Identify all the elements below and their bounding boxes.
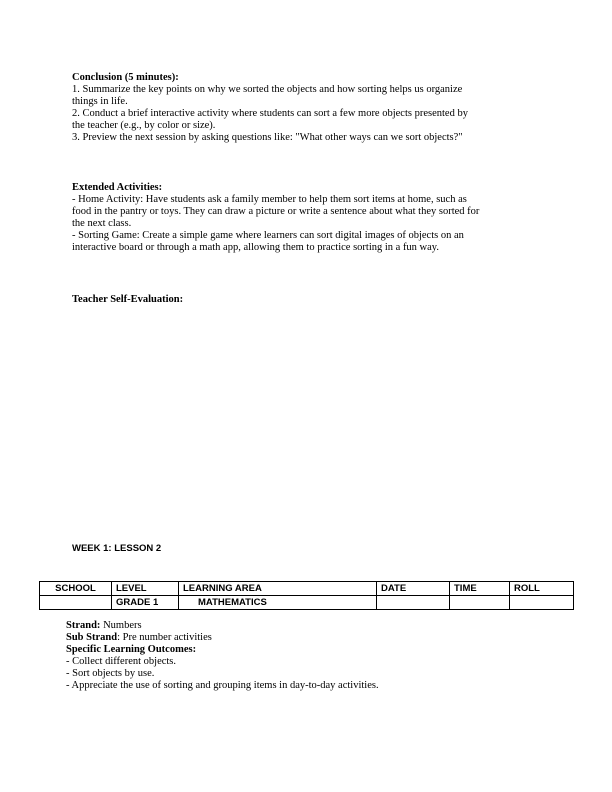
conclusion-line: 3. Preview the next session by asking questions like: "What other ways can we sort objects?" [72,132,463,143]
lesson-details [66,620,546,692]
table-header-cell: DATE [377,582,450,596]
week-lesson-label: WEEK 1: LESSON 2 [72,543,162,554]
strand-label: Strand: [66,620,101,631]
strand-value: Numbers [100,620,142,631]
extended-activities-heading: Extended Activities: [72,182,163,193]
conclusion-line: the teacher (e.g., by color or size). [72,120,216,131]
self-evaluation-section [72,294,540,306]
table-header-cell: SCHOOL [40,582,112,596]
sub-strand-label: Sub Strand [66,632,118,643]
table-header-cell: ROLL [510,582,574,596]
conclusion-line: 2. Conduct a brief interactive activity where students can sort a few more objects presented by [72,108,468,119]
extended-line: the next class. [72,218,132,229]
table-header-cell: TIME [450,582,510,596]
extended-activities-section [72,182,540,254]
extended-line: interactive board or through a math app, allowing them to practice sorting in a fun way. [72,242,439,253]
table-header-cell: LEARNING AREA [179,582,377,596]
table-cell [377,596,450,610]
conclusion-section [72,72,540,144]
table-cell [450,596,510,610]
extended-line: - Home Activity: Have students ask a family member to help them sort items at home, such as [72,194,467,205]
table-cell: MATHEMATICS [179,596,377,610]
outcome-item: - Sort objects by use. [66,668,155,679]
self-evaluation-heading: Teacher Self-Evaluation: [72,294,184,305]
table-row [40,596,574,610]
conclusion-line: things in life. [72,96,128,107]
conclusion-line: 1. Summarize the key points on why we sorted the objects and how sorting helps us organize [72,84,463,95]
sub-strand-value: : Pre number activities [117,632,212,643]
lesson-info-table [39,581,574,610]
table-header-row [40,582,574,596]
table-cell [40,596,112,610]
outcome-item: - Appreciate the use of sorting and grouping items in day-to-day activities. [66,680,379,691]
table-header-cell: LEVEL [112,582,179,596]
extended-line: food in the pantry or toys. They can draw a picture or write a sentence about what they sorted for [72,206,480,217]
conclusion-heading: Conclusion (5 minutes): [72,72,179,83]
table-cell [510,596,574,610]
table-cell: GRADE 1 [112,596,179,610]
outcomes-heading: Specific Learning Outcomes: [66,644,197,655]
outcome-item: - Collect different objects. [66,656,177,667]
strand-line [66,620,546,632]
sub-strand-line [66,632,546,644]
extended-line: - Sorting Game: Create a simple game where learners can sort digital images of objects on an [72,230,464,241]
